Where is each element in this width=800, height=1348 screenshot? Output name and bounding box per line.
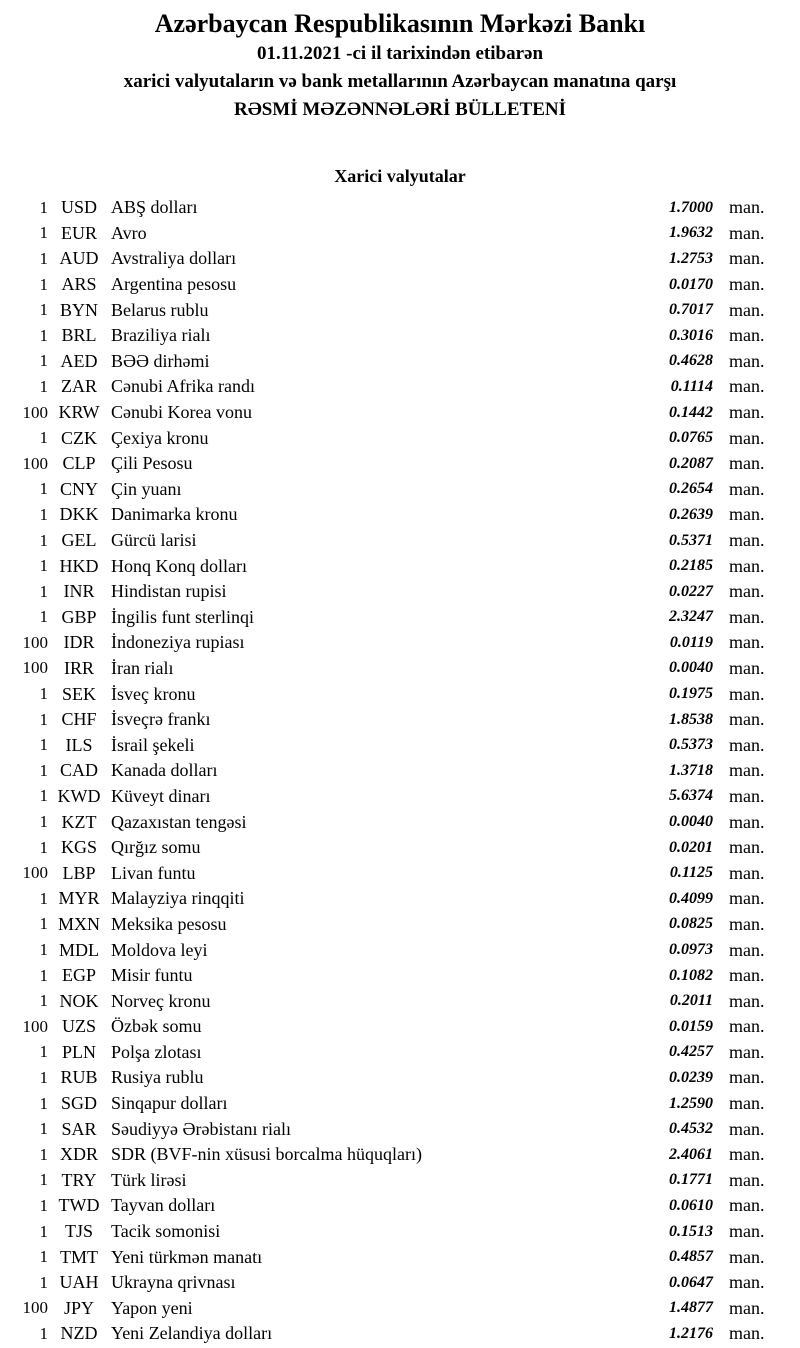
currency-code-cell: UZS [61, 1016, 96, 1037]
quantity-cell: 1 [39, 428, 48, 448]
unit-cell: man. [729, 939, 765, 960]
unit-cell: man. [729, 350, 765, 371]
currency-name-cell: Çin yuanı [111, 478, 182, 499]
unit-cell: man. [729, 888, 765, 909]
quantity-cell: 1 [39, 581, 48, 601]
rate-cell: 0.1114 [670, 377, 713, 395]
table-row [0, 860, 800, 886]
table-row [0, 323, 800, 349]
rate-cell: 0.2087 [669, 454, 713, 472]
currency-name-cell: BƏƏ dirhəmi [111, 350, 210, 371]
currency-name-cell: Polşa zlotası [111, 1041, 202, 1062]
table-row [0, 477, 800, 503]
currency-code-cell: EGP [61, 965, 96, 986]
currency-code-cell: MDL [59, 939, 99, 960]
quantity-cell: 100 [22, 1298, 48, 1318]
table-row [0, 732, 800, 758]
unit-cell: man. [729, 1016, 765, 1037]
currency-code-cell: BYN [59, 299, 98, 320]
unit-cell: man. [729, 1093, 765, 1114]
currency-name-cell: Moldova leyi [111, 939, 208, 960]
unit-cell: man. [729, 1246, 765, 1267]
table-row [0, 988, 800, 1014]
quantity-cell: 1 [39, 1221, 48, 1241]
currency-code-cell: IDR [63, 632, 95, 653]
quantity-cell: 1 [39, 965, 48, 985]
quantity-cell: 1 [39, 940, 48, 960]
quantity-cell: 1 [39, 1093, 48, 1113]
quantity-cell: 1 [39, 709, 48, 729]
currency-name-cell: Yeni Zelandiya dolları [111, 1323, 273, 1344]
rate-cell: 0.2185 [669, 557, 713, 575]
table-row [0, 937, 800, 963]
currency-code-cell: JPY [63, 1297, 94, 1318]
unit-cell: man. [729, 632, 765, 653]
rate-cell: 0.2639 [669, 505, 713, 523]
table-row [0, 1142, 800, 1168]
currency-code-cell: GBP [61, 606, 97, 627]
quantity-cell: 1 [39, 504, 48, 524]
table-row [0, 1014, 800, 1040]
table-row [0, 579, 800, 605]
table-row [0, 1193, 800, 1219]
unit-cell: man. [729, 734, 765, 755]
unit-cell: man. [729, 376, 765, 397]
quantity-cell: 1 [39, 760, 48, 780]
unit-cell: man. [729, 1144, 765, 1165]
unit-cell: man. [729, 581, 765, 602]
currency-name-cell: Çili Pesosu [111, 453, 193, 474]
currency-name-cell: Tayvan dolları [111, 1195, 216, 1216]
effective-date-line: 01.11.2021 -ci il tarixindən etibarən [256, 43, 544, 64]
currency-code-cell: LBP [62, 862, 96, 883]
table-row [0, 221, 800, 247]
rate-cell: 0.0040 [669, 659, 713, 677]
unit-cell: man. [729, 402, 765, 423]
bulletin-title: RƏSMİ MƏZƏNNƏLƏRİ BÜLLETENİ [233, 99, 566, 120]
rate-cell: 1.7000 [669, 198, 713, 216]
unit-cell: man. [729, 1297, 765, 1318]
unit-cell: man. [729, 555, 765, 576]
table-row [0, 425, 800, 451]
table-row [0, 912, 800, 938]
table-row [0, 1296, 800, 1322]
quantity-cell: 1 [39, 607, 48, 627]
rate-cell: 0.2011 [669, 992, 713, 1010]
table-row [0, 1116, 800, 1142]
unit-cell: man. [729, 657, 765, 678]
unit-cell: man. [729, 1323, 765, 1344]
unit-cell: man. [729, 274, 765, 295]
table-row [0, 451, 800, 477]
bank-title: Azərbaycan Respublikasının Mərkəzi Bankı [154, 9, 646, 38]
rate-cell: 0.4857 [669, 1248, 713, 1266]
unit-cell: man. [729, 530, 765, 551]
currency-code-cell: GEL [61, 530, 97, 551]
currency-code-cell: USD [60, 197, 97, 218]
currency-code-cell: TJS [64, 1221, 93, 1242]
quantity-cell: 100 [22, 632, 48, 652]
rate-cell: 0.0201 [669, 838, 713, 856]
rate-cell: 0.1513 [669, 1222, 713, 1240]
unit-cell: man. [729, 248, 765, 269]
currency-name-cell: Türk lirəsi [111, 1169, 187, 1190]
rate-cell: 5.6374 [669, 787, 713, 805]
unit-cell: man. [729, 1118, 765, 1139]
currency-code-cell: SAR [61, 1118, 97, 1139]
table-row [0, 528, 800, 554]
rate-cell: 0.5371 [669, 531, 713, 549]
rate-cell: 0.1975 [669, 685, 713, 703]
currency-name-cell: Ukrayna qrivnası [111, 1272, 236, 1293]
currency-name-cell: Tacik somonisi [111, 1221, 221, 1242]
rate-cell: 0.4532 [669, 1120, 713, 1138]
quantity-cell: 100 [22, 453, 48, 473]
unit-cell: man. [729, 709, 765, 730]
quantity-cell: 1 [39, 786, 48, 806]
table-row [0, 400, 800, 426]
rate-cell: 0.0170 [669, 275, 713, 293]
currency-name-cell: İsveçrə frankı [111, 709, 211, 730]
currency-code-cell: CAD [59, 760, 98, 781]
currency-code-cell: ZAR [61, 376, 97, 397]
unit-cell: man. [729, 760, 765, 781]
rate-cell: 1.8538 [669, 710, 713, 728]
currency-name-cell: Malayziya rinqqiti [111, 888, 245, 909]
quantity-cell: 1 [39, 325, 48, 345]
unit-cell: man. [729, 785, 765, 806]
quantity-cell: 1 [39, 1067, 48, 1087]
currency-code-cell: ARS [61, 274, 97, 295]
unit-cell: man. [729, 1041, 765, 1062]
quantity-cell: 1 [39, 1042, 48, 1062]
table-row [0, 1321, 800, 1347]
currency-name-cell: Misir funtu [111, 965, 193, 986]
currency-code-cell: AUD [59, 248, 99, 269]
rate-cell: 0.4628 [669, 352, 713, 370]
unit-cell: man. [729, 913, 765, 934]
quantity-cell: 100 [22, 658, 48, 678]
quantity-cell: 1 [39, 479, 48, 499]
table-row [0, 963, 800, 989]
quantity-cell: 1 [39, 837, 48, 857]
currency-name-cell: Avstraliya dolları [111, 248, 237, 269]
rate-cell: 0.0040 [669, 813, 713, 831]
unit-cell: man. [729, 427, 765, 448]
rate-cell: 0.0227 [669, 582, 713, 600]
rate-cell: 0.0119 [669, 633, 713, 651]
rate-cell: 0.1082 [669, 966, 713, 984]
unit-cell: man. [729, 1195, 765, 1216]
currency-name-cell: Meksika pesosu [111, 913, 227, 934]
rate-cell: 1.2176 [669, 1324, 713, 1342]
currency-code-cell: KZT [61, 811, 97, 832]
currency-name-cell: Özbək somu [111, 1016, 202, 1037]
rate-cell: 1.2753 [669, 249, 713, 267]
rate-cell: 0.5373 [669, 736, 713, 754]
table-row [0, 297, 800, 323]
currency-name-cell: Gürcü larisi [111, 530, 197, 551]
currency-name-cell: Qazaxıstan tengəsi [111, 811, 247, 832]
quantity-cell: 1 [39, 274, 48, 294]
currency-name-cell: Kanada dolları [111, 760, 218, 781]
quantity-cell: 1 [39, 530, 48, 550]
rate-cell: 0.3016 [669, 326, 713, 344]
quantity-cell: 1 [39, 300, 48, 320]
quantity-cell: 100 [22, 402, 48, 422]
unit-cell: man. [729, 478, 765, 499]
currency-code-cell: CHF [61, 709, 97, 730]
table-row [0, 605, 800, 631]
quantity-cell: 1 [39, 1144, 48, 1164]
currency-name-cell: Livan funtu [111, 862, 196, 883]
table-row [0, 272, 800, 298]
currency-code-cell: HKD [59, 555, 99, 576]
quantity-cell: 1 [39, 991, 48, 1011]
rate-cell: 2.3247 [669, 608, 713, 626]
unit-cell: man. [729, 683, 765, 704]
currency-code-cell: MYR [58, 888, 100, 909]
table-row [0, 502, 800, 528]
unit-cell: man. [729, 862, 765, 883]
quantity-cell: 1 [39, 735, 48, 755]
currency-name-cell: Hindistan rupisi [111, 581, 227, 602]
table-row [0, 630, 800, 656]
currency-code-cell: CNY [59, 478, 98, 499]
unit-cell: man. [729, 504, 765, 525]
unit-cell: man. [729, 811, 765, 832]
quantity-cell: 1 [39, 223, 48, 243]
quantity-cell: 100 [22, 1016, 48, 1036]
currency-code-cell: NZD [60, 1323, 98, 1344]
currency-name-cell: Argentina pesosu [111, 274, 237, 295]
table-row [0, 681, 800, 707]
table-row [0, 1219, 800, 1245]
unit-cell: man. [729, 965, 765, 986]
section-title: Xarici valyutalar [334, 166, 466, 186]
table-row [0, 1065, 800, 1091]
rate-cell: 0.1771 [669, 1171, 713, 1189]
quantity-cell: 1 [39, 1247, 48, 1267]
unit-cell: man. [729, 197, 765, 218]
currency-code-cell: IRR [63, 657, 94, 678]
currency-code-cell: EUR [61, 222, 97, 243]
currency-name-cell: Yeni türkmən manatı [111, 1246, 263, 1267]
quantity-cell: 1 [39, 914, 48, 934]
table-row [0, 349, 800, 375]
quantity-cell: 1 [39, 1195, 48, 1215]
currency-name-cell: Belarus rublu [111, 299, 209, 320]
currency-code-cell: TWD [58, 1195, 100, 1216]
quantity-cell: 1 [39, 1170, 48, 1190]
table-row [0, 1091, 800, 1117]
bulletin-header [0, 0, 800, 124]
currency-name-cell: Cənubi Afrika randı [111, 376, 255, 397]
rate-cell: 1.4877 [669, 1299, 713, 1317]
currency-name-cell: Səudiyyə Ərəbistanı rialı [111, 1118, 291, 1139]
currency-name-cell: Norveç kronu [111, 990, 211, 1011]
currency-name-cell: Yapon yeni [111, 1297, 193, 1318]
currency-name-cell: İsrail şekeli [111, 734, 195, 755]
unit-cell: man. [729, 990, 765, 1011]
quantity-cell: 1 [39, 351, 48, 371]
unit-cell: man. [729, 1169, 765, 1190]
currency-name-cell: Avro [111, 222, 147, 243]
table-row [0, 835, 800, 861]
rate-cell: 0.4099 [669, 889, 713, 907]
quantity-cell: 1 [39, 556, 48, 576]
rate-cell: 2.4061 [669, 1145, 713, 1163]
unit-cell: man. [729, 837, 765, 858]
rate-cell: 0.0239 [669, 1068, 713, 1086]
currency-name-cell: Rusiya rublu [111, 1067, 204, 1088]
table-row [0, 809, 800, 835]
table-row [0, 1244, 800, 1270]
rate-cell: 0.0765 [669, 429, 713, 447]
currency-name-cell: Braziliya rialı [111, 325, 211, 346]
unit-cell: man. [729, 1272, 765, 1293]
subject-line: xarici valyutaların və bank metallarının Azərbaycan manatına qarşı [123, 71, 677, 92]
currency-code-cell: AED [60, 350, 98, 371]
rate-cell: 1.2590 [669, 1094, 713, 1112]
rate-cell: 0.2654 [669, 480, 713, 498]
currency-code-cell: NOK [59, 990, 99, 1011]
currency-name-cell: ABŞ dolları [111, 197, 198, 218]
quantity-cell: 1 [39, 248, 48, 268]
currency-code-cell: UAH [59, 1272, 99, 1293]
quantity-cell: 100 [22, 863, 48, 883]
currency-name-cell: Danimarka kronu [111, 504, 238, 525]
currency-code-cell: SGD [60, 1093, 97, 1114]
currency-code-cell: SEK [61, 683, 96, 704]
table-row [0, 886, 800, 912]
currency-code-cell: DKK [59, 504, 99, 525]
currency-name-cell: Çexiya kronu [111, 427, 209, 448]
unit-cell: man. [729, 222, 765, 243]
quantity-cell: 1 [39, 376, 48, 396]
currency-code-cell: TRY [61, 1169, 97, 1190]
table-row [0, 656, 800, 682]
table-row [0, 1168, 800, 1194]
rates-table [0, 195, 800, 1347]
currency-name-cell: İndoneziya rupiası [111, 632, 245, 653]
currency-name-cell: Honq Konq dolları [111, 555, 247, 576]
quantity-cell: 1 [39, 812, 48, 832]
currency-code-cell: CLP [62, 453, 96, 474]
currency-name-cell: Qırğız somu [111, 837, 201, 858]
quantity-cell: 1 [39, 888, 48, 908]
currency-name-cell: İsveç kronu [111, 683, 196, 704]
table-row [0, 707, 800, 733]
quantity-cell: 1 [39, 1323, 48, 1343]
currency-code-cell: KGS [60, 837, 97, 858]
rate-cell: 0.0647 [669, 1273, 713, 1291]
currency-code-cell: INR [63, 581, 95, 602]
currency-code-cell: KWD [57, 785, 101, 806]
table-row [0, 195, 800, 221]
rate-cell: 1.3718 [669, 761, 713, 779]
quantity-cell: 1 [39, 684, 48, 704]
table-row [0, 374, 800, 400]
table-row [0, 553, 800, 579]
rate-cell: 1.9632 [669, 224, 713, 242]
rate-cell: 0.0825 [669, 915, 713, 933]
currency-code-cell: MXN [57, 913, 100, 934]
quantity-cell: 1 [39, 1119, 48, 1139]
currency-code-cell: ILS [65, 734, 93, 755]
currency-code-cell: TMT [60, 1246, 98, 1267]
table-row [0, 1040, 800, 1066]
currency-name-cell: SDR (BVF-nin xüsusi borcalma hüquqları) [111, 1144, 422, 1165]
currency-name-cell: Sinqapur dolları [111, 1093, 228, 1114]
table-row [0, 246, 800, 272]
rate-cell: 0.1442 [669, 403, 713, 421]
currency-code-cell: PLN [61, 1041, 96, 1062]
table-row [0, 784, 800, 810]
rate-cell: 0.0610 [669, 1196, 713, 1214]
currency-name-cell: İngilis funt sterlinqi [111, 606, 254, 627]
currency-code-cell: XDR [59, 1144, 98, 1165]
rate-cell: 0.7017 [669, 301, 713, 319]
currency-code-cell: KRW [58, 402, 100, 423]
currency-name-cell: İran rialı [111, 657, 174, 678]
unit-cell: man. [729, 299, 765, 320]
quantity-cell: 1 [39, 197, 48, 217]
currency-code-cell: BRL [61, 325, 97, 346]
unit-cell: man. [729, 453, 765, 474]
unit-cell: man. [729, 1067, 765, 1088]
rate-cell: 0.1125 [669, 864, 713, 882]
table-row [0, 758, 800, 784]
currency-code-cell: RUB [60, 1067, 98, 1088]
currency-code-cell: CZK [61, 427, 97, 448]
rate-cell: 0.4257 [669, 1043, 713, 1061]
rate-cell: 0.0973 [669, 941, 713, 959]
currency-name-cell: Küveyt dinarı [111, 785, 211, 806]
unit-cell: man. [729, 325, 765, 346]
unit-cell: man. [729, 606, 765, 627]
unit-cell: man. [729, 1221, 765, 1242]
rate-cell: 0.0159 [669, 1017, 713, 1035]
table-row [0, 1270, 800, 1296]
quantity-cell: 1 [39, 1272, 48, 1292]
currency-name-cell: Cənubi Korea vonu [111, 402, 252, 423]
